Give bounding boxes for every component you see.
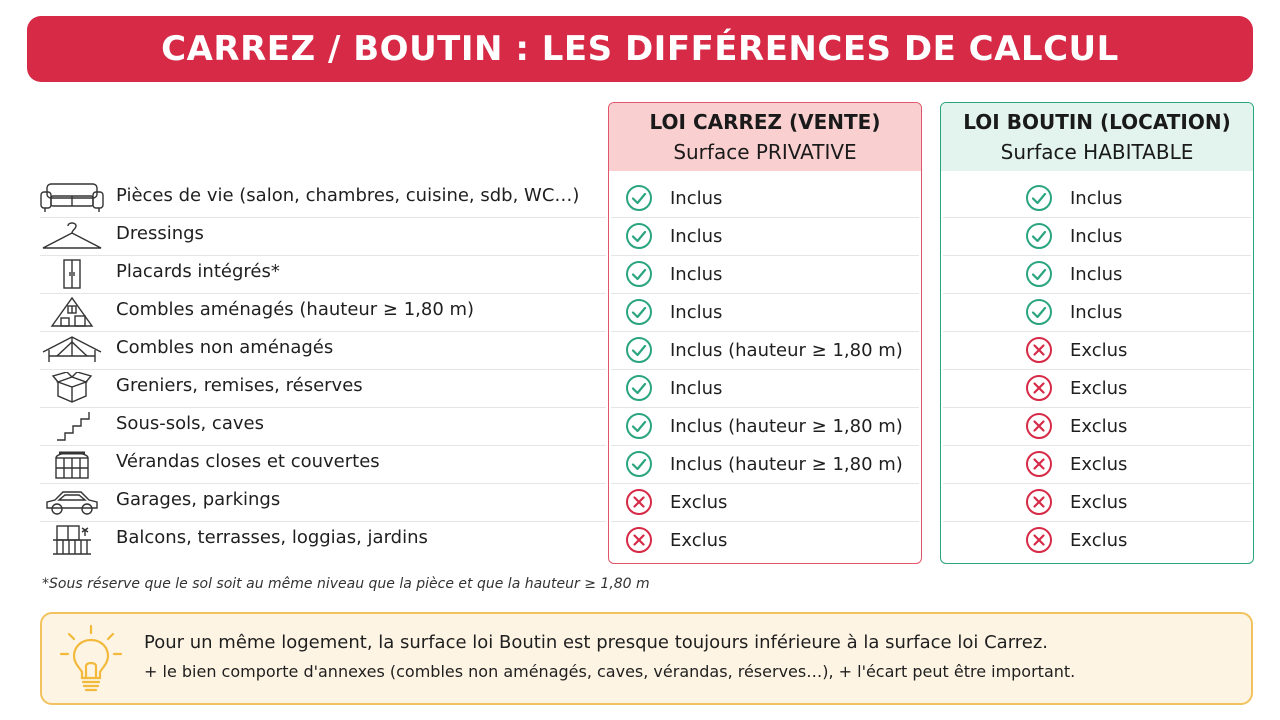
check-icon (1024, 297, 1054, 327)
carrez-status: Inclus (670, 225, 723, 247)
boutin-status: Inclus (1070, 263, 1123, 285)
table-row (0, 331, 1280, 369)
carrez-cell (624, 331, 903, 369)
row-label: Greniers, remises, réserves (116, 375, 363, 396)
carrez-status: Inclus (hauteur ≥ 1,80 m) (670, 339, 903, 361)
check-icon (624, 221, 654, 251)
boutin-status: Exclus (1070, 339, 1128, 361)
carrez-status: Exclus (670, 529, 728, 551)
carrez-status: Inclus (670, 301, 723, 323)
boutin-cell (1024, 369, 1127, 407)
table-row (0, 369, 1280, 407)
carrez-cell (624, 369, 722, 407)
boutin-cell (1024, 293, 1122, 331)
boutin-header-subtitle: Surface HABITABLE (1000, 140, 1194, 164)
check-icon (624, 183, 654, 213)
row-label: Balcons, terrasses, loggias, jardins (116, 527, 428, 548)
boutin-header-title: LOI BOUTIN (LOCATION) (963, 110, 1231, 134)
carrez-cell (624, 217, 722, 255)
row-label: Combles non aménagés (116, 337, 334, 358)
row-label: Sous-sols, caves (116, 413, 264, 434)
row-label: Garages, parkings (116, 489, 281, 510)
lightbulb-icon (56, 622, 126, 698)
table-row (0, 179, 1280, 217)
carrez-cell (624, 293, 722, 331)
row-label: Pièces de vie (salon, chambres, cuisine, sdb, WC…) (116, 185, 580, 206)
table-row (0, 293, 1280, 331)
check-icon (624, 297, 654, 327)
page-title: CARREZ / BOUTIN : LES DIFFÉRENCES DE CALCUL (161, 29, 1119, 69)
boutin-cell (1024, 255, 1122, 293)
table-row (0, 255, 1280, 293)
carrez-cell (624, 445, 903, 483)
cross-icon (624, 525, 654, 555)
boutin-status: Exclus (1070, 453, 1128, 475)
balcony-icon (38, 523, 106, 557)
tip-main-text: Pour un même logement, la surface loi Boutin est presque toujours inférieure à la surface loi Carrez. (144, 632, 1049, 653)
box-icon (38, 371, 106, 405)
closet-icon (38, 257, 106, 291)
check-icon (1024, 221, 1054, 251)
table-row (0, 445, 1280, 483)
cross-icon (1024, 335, 1054, 365)
attic-icon (38, 295, 106, 329)
boutin-status: Inclus (1070, 187, 1123, 209)
boutin-cell (1024, 407, 1127, 445)
cross-icon (1024, 411, 1054, 441)
carrez-status: Inclus (670, 263, 723, 285)
boutin-status: Inclus (1070, 225, 1123, 247)
row-label: Dressings (116, 223, 204, 244)
boutin-cell (1024, 331, 1127, 369)
tip-secondary-text: + le bien comporte d'annexes (combles non aménagés, caves, vérandas, réserves…), + l'écart peut être important. (144, 662, 1076, 681)
car-icon (38, 485, 106, 519)
boutin-status: Exclus (1070, 491, 1128, 513)
boutin-cell (1024, 179, 1122, 217)
hanger-icon (38, 219, 106, 253)
boutin-cell (1024, 445, 1127, 483)
veranda-icon (38, 447, 106, 481)
sofa-icon (38, 181, 106, 215)
carrez-status: Inclus (670, 377, 723, 399)
carrez-column-header (609, 103, 921, 171)
check-icon (624, 259, 654, 289)
carrez-status: Exclus (670, 491, 728, 513)
row-label: Placards intégrés* (116, 261, 280, 282)
table-row (0, 407, 1280, 445)
check-icon (624, 373, 654, 403)
tip-box (40, 612, 1253, 705)
carrez-header-subtitle: Surface PRIVATIVE (673, 140, 857, 164)
carrez-cell (624, 255, 722, 293)
table-row (0, 483, 1280, 521)
roof-frame-icon (38, 333, 106, 367)
carrez-status: Inclus (670, 187, 723, 209)
boutin-status: Exclus (1070, 529, 1128, 551)
cross-icon (1024, 373, 1054, 403)
cross-icon (1024, 449, 1054, 479)
cross-icon (624, 487, 654, 517)
cross-icon (1024, 487, 1054, 517)
boutin-column-header (941, 103, 1253, 171)
check-icon (624, 449, 654, 479)
carrez-cell (624, 521, 727, 559)
boutin-cell (1024, 521, 1127, 559)
carrez-cell (624, 407, 903, 445)
table-row (0, 217, 1280, 255)
carrez-status: Inclus (hauteur ≥ 1,80 m) (670, 415, 903, 437)
check-icon (624, 335, 654, 365)
carrez-header-title: LOI CARREZ (VENTE) (649, 110, 881, 134)
boutin-cell (1024, 483, 1127, 521)
boutin-cell (1024, 217, 1122, 255)
carrez-cell (624, 179, 722, 217)
carrez-status: Inclus (hauteur ≥ 1,80 m) (670, 453, 903, 475)
boutin-status: Inclus (1070, 301, 1123, 323)
table-row (0, 521, 1280, 559)
boutin-status: Exclus (1070, 377, 1128, 399)
row-label: Combles aménagés (hauteur ≥ 1,80 m) (116, 299, 475, 320)
carrez-cell (624, 483, 727, 521)
row-label: Vérandas closes et couvertes (116, 451, 380, 472)
cross-icon (1024, 525, 1054, 555)
check-icon (1024, 183, 1054, 213)
title-banner (27, 16, 1253, 82)
footnote: *Sous réserve que le sol soit au même niveau que la pièce et que la hauteur ≥ 1,80 m (42, 576, 650, 592)
boutin-status: Exclus (1070, 415, 1128, 437)
stairs-icon (38, 409, 106, 443)
check-icon (624, 411, 654, 441)
check-icon (1024, 259, 1054, 289)
